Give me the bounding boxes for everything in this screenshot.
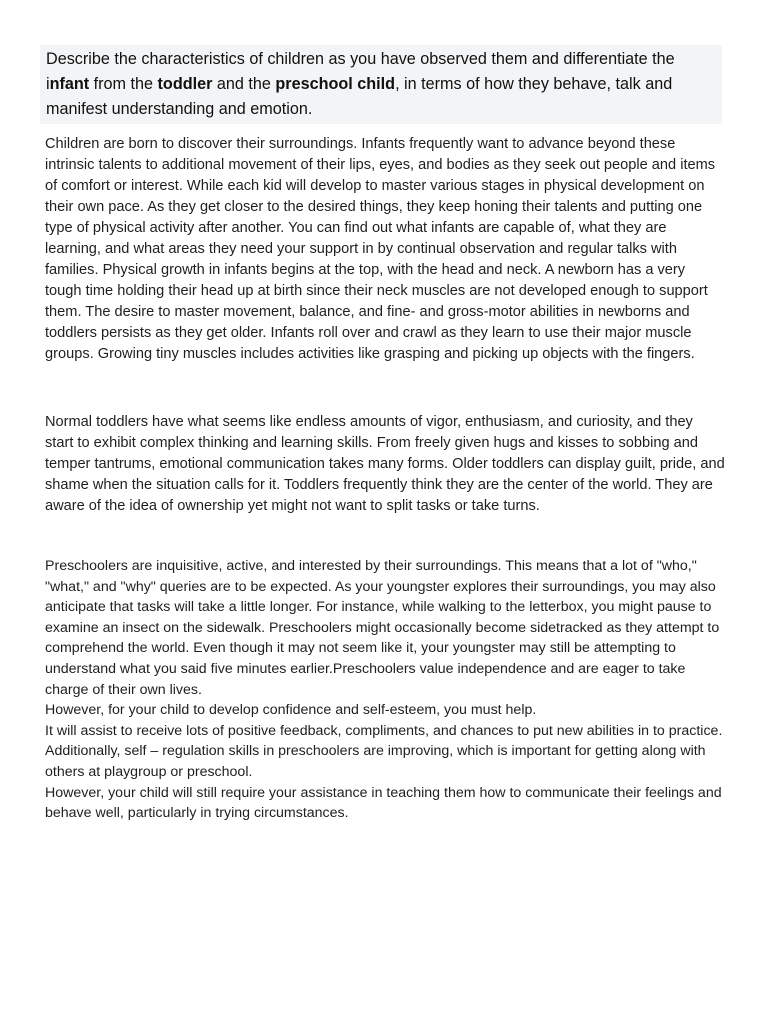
question-prompt [40, 45, 722, 124]
question-term-preschool: preschool child [275, 75, 396, 93]
question-term-toddler: toddler [157, 75, 213, 93]
paragraph-preschoolers [45, 556, 725, 824]
question-text-part3: and the [212, 75, 276, 93]
preschool-text-1: Preschoolers are inquisitive, active, and interested by their surroundings. This means that a lot of "who," "what," and "why" queries are to be expected. As your youngster explores their surroundings, you may also anticipate that tasks will take a little longer. For instance, while walking to the letterbox, you might pause to examine an insect on the sidewalk. Preschoolers might occasionally become sidetracked as they attempt to comprehend the world. Even though it may not seem like it, your youngster may still be attempting to understand what you said five minutes earlier.Preschoolers value independence and are eager to take charge of their own lives. [45, 558, 720, 698]
preschool-text-2: However, for your child to develop confidence and self-esteem, you must help. [45, 702, 537, 719]
question-text-part2: from the [89, 75, 158, 93]
paragraph-toddlers: Normal toddlers have what seems like endless amounts of vigor, enthusiasm, and curiosity, and they start to exhibit complex thinking and learning skills. From freely given hugs and kisses to sobbing and temper tantrums, emotional communication takes many forms. Older toddlers can display guilt, pride, and shame when the situation calls for it. Toddlers frequently think they are the center of the world. They are aware of the idea of ownership yet might not want to split tasks or take turns. [45, 414, 725, 514]
preschool-text-4: However, your child will still require your assistance in teaching them how to communicate their feelings and behave well, particularly in trying circumstances. [45, 784, 722, 822]
question-text-part4: , in terms of how they behave, talk and manifest understanding and emotion. [46, 75, 673, 118]
preschool-text-3: It will assist to receive lots of positive feedback, compliments, and chances to put new abilities in to practice. Additionally, self – regulation skills in preschoolers are improving, which is important for getting along with others at playgroup or preschool. [45, 722, 723, 780]
paragraph-infants: Children are born to discover their surroundings. Infants frequently want to advance beyond these intrinsic talents to additional movement of their lips, eyes, and bodies as they seek out people and items of comfort or interest. While each kid will develop to master various stages in physical development on their own pace. As they get closer to the desired things, they keep honing their talents and putting one type of physical activity after another. You can find out what infants are capable of, what they are learning, and what areas they need your support in by continual observation and regular talks with families. Physical growth in infants begins at the top, with the head and neck. A newborn has a very tough time holding their head up at birth since their neck muscles are not developed enough to support them. The desire to master movement, balance, and fine- and gross-motor abilities in newborns and toddlers persists as they get older. Infants roll over and crawl as they learn to use their major muscle groups. Growing tiny muscles includes activities like grasping and picking up objects with the fingers. [45, 136, 716, 362]
question-text-part1: Describe the characteristics of children as you have observed them and differentiate the i [46, 50, 675, 93]
question-term-infant: nfant [49, 75, 90, 93]
